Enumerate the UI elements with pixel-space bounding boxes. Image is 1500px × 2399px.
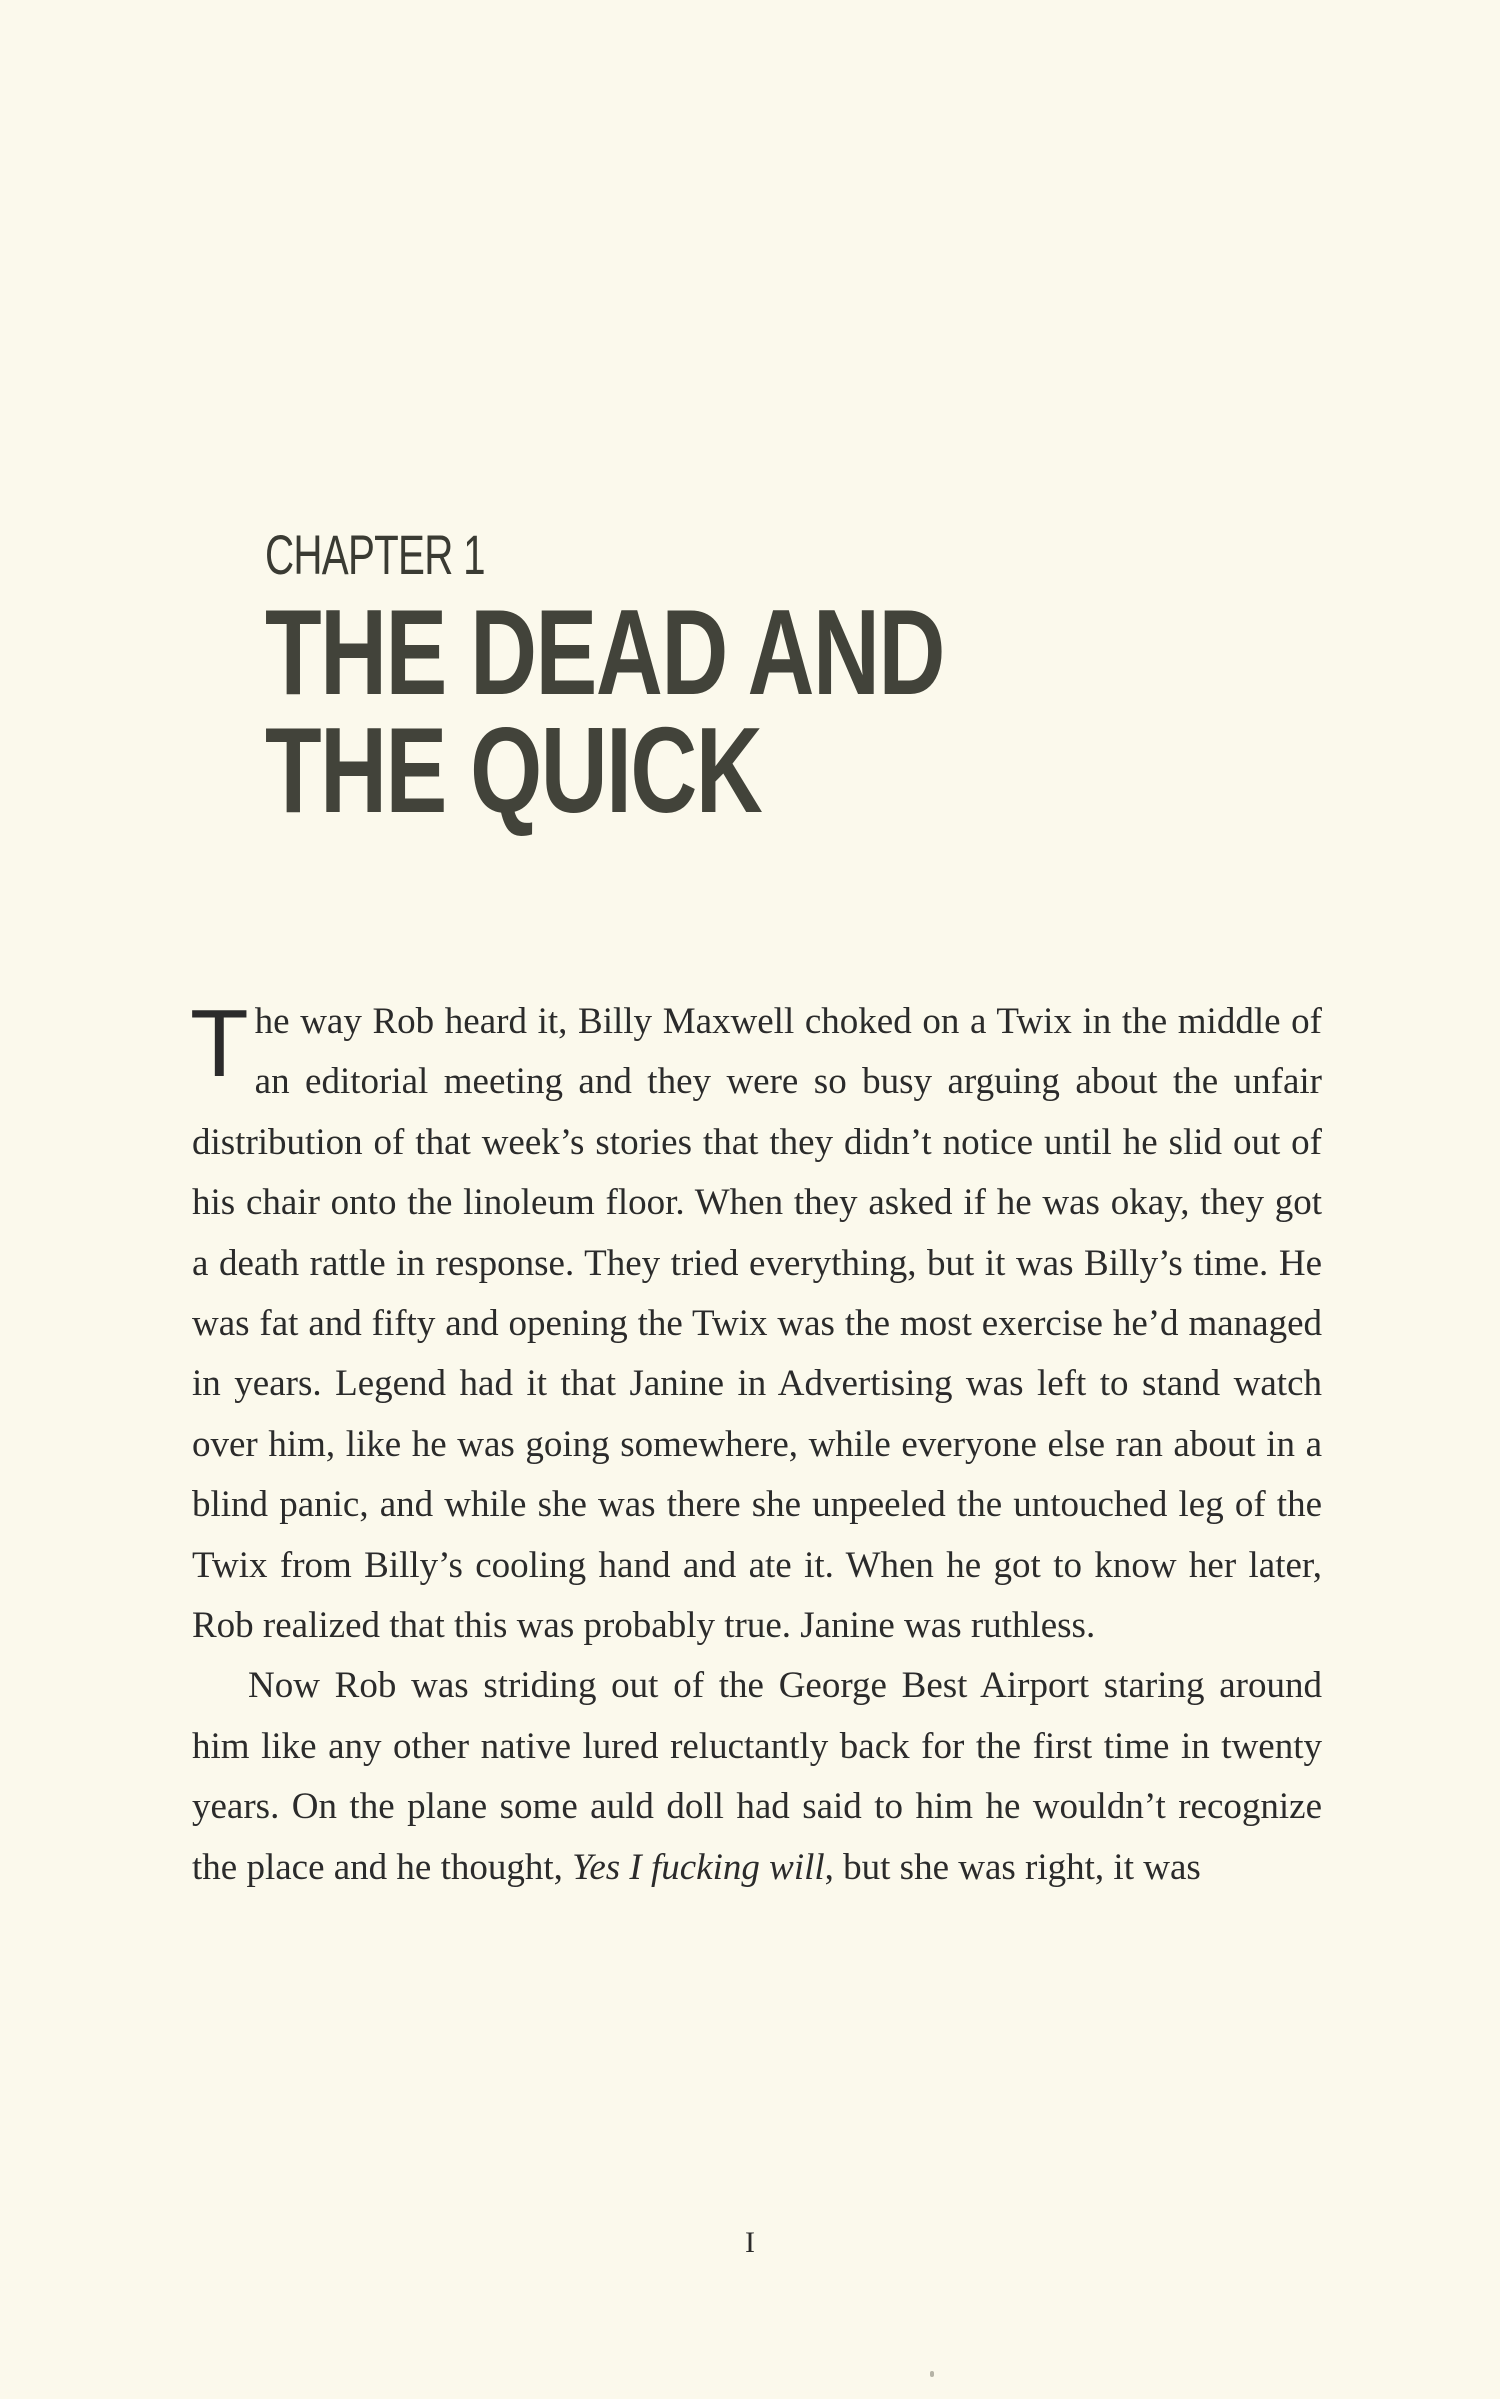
chapter-heading [265,523,1025,838]
drop-cap: T [190,990,249,1097]
paper-speck [930,2371,934,2377]
chapter-title-line-1: THE DEAD AND [265,584,944,720]
body-text [192,992,1322,1898]
paragraph-1 [192,992,1322,1656]
paragraph-2-text-start: Now Rob was striding out of the George Best Airport staring around him like any other native lured reluctantly back for the first time in twenty years. On the plane some auld doll had said to him he wouldn’t recognize the place and he thought, [192,1665,1322,1888]
paragraph-2-text-end: , but she was right, it was [824,1846,1201,1888]
chapter-title [265,584,944,838]
chapter-title-line-2: THE QUICK [265,702,762,838]
paragraph-2-italic: Yes I fucking will [572,1846,825,1888]
chapter-label: CHAPTER 1 [265,523,485,586]
page-number: I [745,2226,755,2259]
paragraph-1-text: he way Rob heard it, Billy Maxwell choked on a Twix in the middle of an editorial meeting and they were so busy arguing about the unfair distribution of that week’s stories that they didn’t notice until he slid out of his chair onto the linoleum floor. When they asked if he was okay, they got a death rattle in response. They tried everything, but it was Billy’s time. He was fat and fifty and opening the Twix was the most exercise he’d managed in years. Legend had it that Janine in Advertising was left to stand watch over him, like he was going somewhere, while everyone else ran about in a blind panic, and while she was there she unpeeled the untouched leg of the Twix from Billy’s cooling hand and ate it. When he got to know her later, Rob realized that this was probably true. Janine was ruthless. [192,1001,1322,1647]
paragraph-2 [192,1656,1322,1898]
